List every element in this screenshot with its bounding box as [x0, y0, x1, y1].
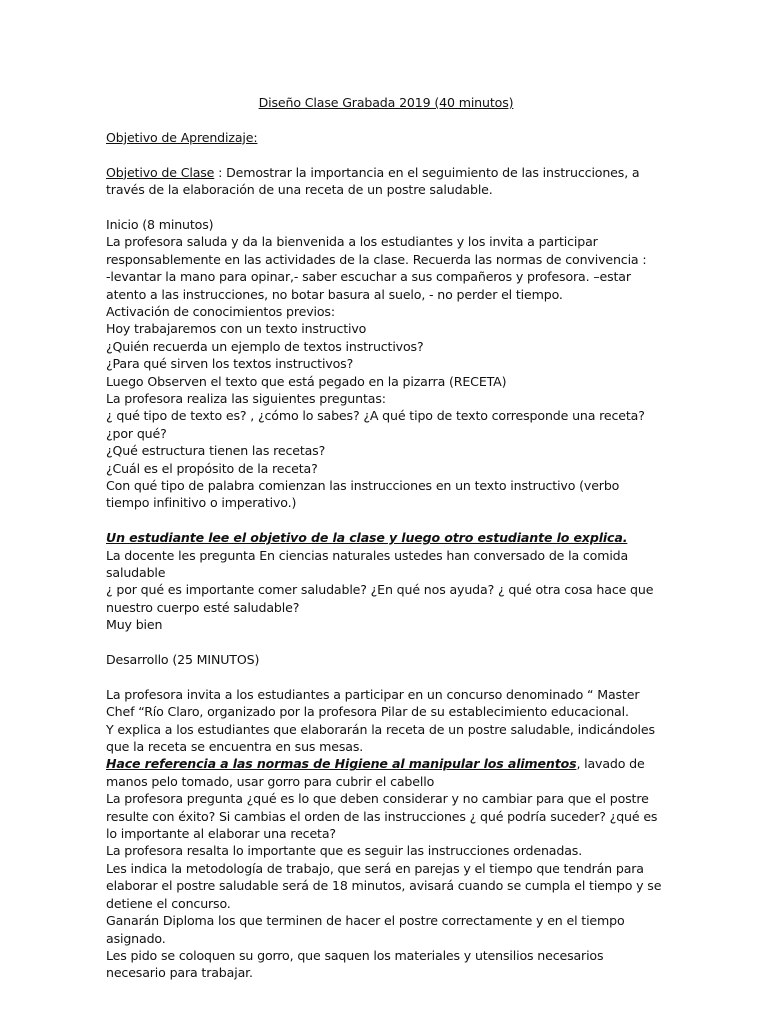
inicio-paragraph: -levantar la mano para opinar,- saber escuchar a sus compañeros y profesora. –estar atento a las instrucciones, no botar basura al suelo, - no perder el tiempo.: [106, 269, 631, 302]
objetivo-aprendizaje-label: Objetivo de Aprendizaje:: [106, 129, 258, 145]
inicio-paragraph: Luego Observen el texto que está pegado en la pizarra (RECETA): [106, 373, 507, 389]
higiene-text: , lavado de manos pelo tomado, usar gorro para cubrir el cabello: [106, 756, 645, 789]
docente-paragraph: Muy bien: [106, 617, 163, 633]
objetivo-clase-text: : Demostrar la importancia en el seguimiento de las instrucciones, a través de la elaboración de una receta de un postre saludable.: [106, 164, 640, 198]
inicio-paragraph: ¿ qué tipo de texto es? , ¿cómo lo sabes? ¿A qué tipo de texto corresponde una receta? ¿por qué?: [106, 408, 645, 441]
higiene-heading: Hace referencia a las normas de Higiene al manipular los alimentos: [106, 756, 577, 772]
desarrollo-paragraph: La profesora invita a los estudiantes a participar en un concurso denominado “ Master Chef “Río Claro, organizado por la profesora Pilar de su establecimiento educacional.: [106, 686, 640, 720]
inicio-paragraph: Con qué tipo de palabra comienzan las instrucciones en un texto instructivo (verbo tiempo infinitivo o imperativo.): [106, 477, 620, 511]
objetivo-clase-paragraph: [106, 164, 666, 199]
higiene-paragraph: [106, 755, 666, 790]
inicio-paragraph: Hoy trabajaremos con un texto instructivo: [106, 321, 367, 337]
inicio-paragraph: ¿Quién recuerda un ejemplo de textos instructivos?: [106, 338, 424, 354]
inicio-paragraph: La profesora saluda y da la bienvenida a los estudiantes y los invita a participar responsablemente en las actividades de la clase. Recuerda las normas de convivencia :: [106, 234, 647, 267]
desarrollo-paragraph: Ganarán Diploma los que terminen de hacer el postre correctamente y en el tiempo asignado.: [106, 913, 625, 946]
document-content: [106, 94, 666, 982]
objetivo-clase-label: Objetivo de Clase: [106, 164, 215, 180]
inicio-paragraph: Activación de conocimientos previos:: [106, 303, 335, 319]
desarrollo-paragraph: Les indica la metodología de trabajo, que será en parejas y el tiempo que tendrán para elaborar el postre saludable será de 18 minutos, avisará cuando se cumpla el tiempo y se detiene el concurso.: [106, 860, 662, 911]
inicio-paragraph: ¿Qué estructura tienen las recetas?: [106, 443, 326, 459]
estudiante-heading: Un estudiante lee el objetivo de la clase y luego otro estudiante lo explica.: [106, 530, 628, 546]
inicio-paragraph: La profesora realiza las siguientes preguntas:: [106, 390, 386, 406]
document-title: Diseño Clase Grabada 2019 (40 minutos): [258, 95, 514, 110]
inicio-heading: Inicio (8 minutos): [106, 216, 214, 232]
desarrollo-paragraph: La profesora pregunta ¿qué es lo que deben considerar y no cambiar para que el postre resulte con éxito? Si cambias el orden de las instrucciones ¿ qué podría suceder? ¿qué es lo importante al elaborar una receta?: [106, 791, 658, 842]
inicio-paragraph: ¿Para qué sirven los textos instructivos?: [106, 356, 354, 372]
docente-paragraph: La docente les pregunta En ciencias naturales ustedes han conversado de la comida saludable: [106, 547, 629, 580]
desarrollo-paragraph: Y explica a los estudiantes que elaborarán la receta de un postre saludable, indicándoles que la receta se encuentra en sus mesas.: [106, 721, 655, 755]
docente-paragraph: ¿ por qué es importante comer saludable? ¿En qué nos ayuda? ¿ qué otra cosa hace que nuestro cuerpo esté saludable?: [106, 582, 654, 615]
desarrollo-heading: Desarrollo (25 MINUTOS): [106, 652, 260, 668]
desarrollo-paragraph: Les pido se coloquen su gorro, que saquen los materiales y utensilios necesarios necesario para trabajar.: [106, 947, 604, 981]
inicio-paragraph: ¿Cuál es el propósito de la receta?: [106, 460, 318, 476]
desarrollo-paragraph: La profesora resalta lo importante que es seguir las instrucciones ordenadas.: [106, 843, 583, 859]
